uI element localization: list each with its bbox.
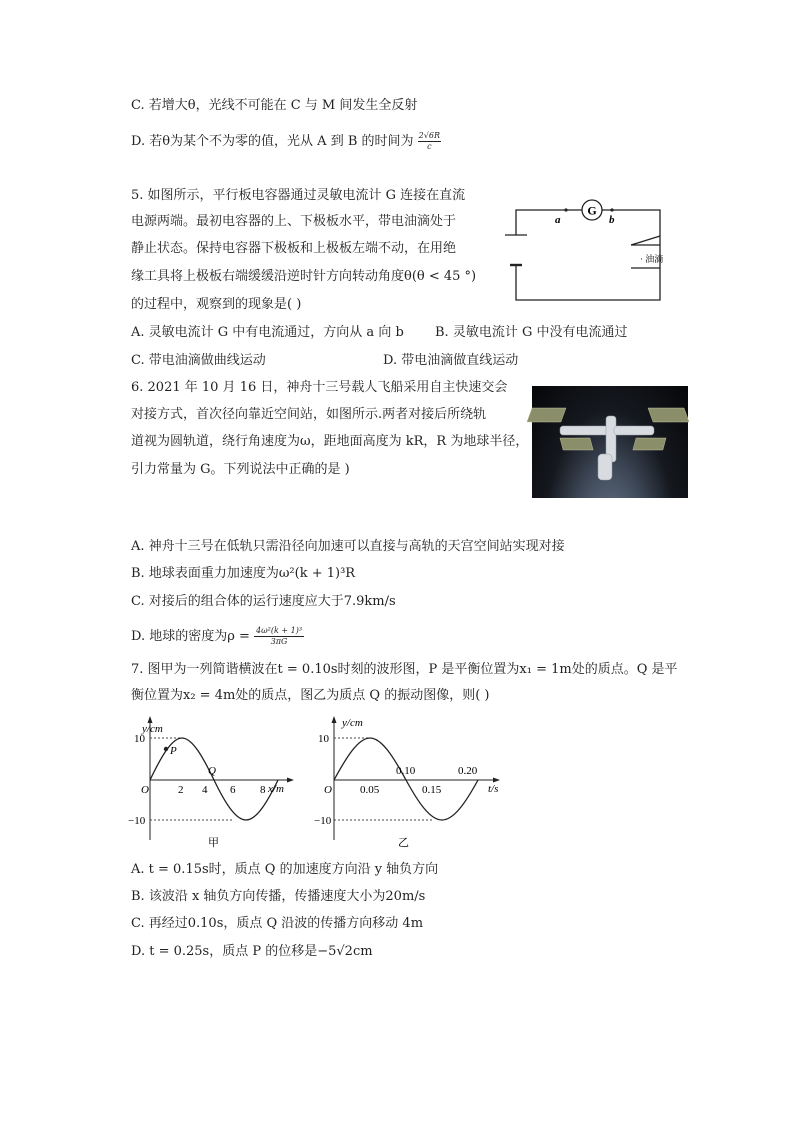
node-a-label: a — [555, 214, 561, 226]
q5-option-a: A. 灵敏电流计 G 中有电流通过，方向从 a 向 b — [131, 325, 404, 340]
q4-fraction-denominator: c — [427, 142, 432, 151]
graph1-xtick-6: 6 — [230, 784, 236, 796]
graph1-origin: O — [141, 784, 149, 796]
q6-stem-line-2: 对接方式，首次径向靠近空间站，如图所示.两者对接后所绕轨 — [131, 407, 487, 422]
graph2-origin: O — [324, 784, 332, 796]
oil-drop-label: · 油滴 — [640, 254, 664, 264]
q4-option-c: C. 若增大θ，光线不可能在 C 与 M 间发生全反射 — [131, 98, 418, 113]
q6-option-d — [131, 626, 304, 647]
q7-option-d: D. t = 0.25s，质点 P 的位移是−5√2cm — [131, 944, 373, 959]
vibration-graph-yi — [314, 712, 504, 852]
q5-stem-line-5: 的过程中，观察到的现象是( ) — [131, 297, 302, 312]
space-station-illustration — [532, 386, 688, 498]
point-p-label: P — [170, 745, 177, 757]
q6-option-c: C. 对接后的组合体的运行速度应大于7.9km/s — [131, 594, 396, 609]
q7-stem-line-1: 7. 图甲为一列简谐横波在t = 0.10s时刻的波形图，P 是平衡位置为x₁ = 1m处的质点。Q 是平 — [131, 662, 678, 677]
q4-option-d-text: D. 若θ为某个不为零的值，光从 A 到 B 的时间为 — [131, 134, 414, 149]
q6-stem-line-3: 道视为圆轨道，绕行角速度为ω，距地面高度为 kR，R 为地球半径， — [131, 434, 529, 449]
q5-option-b: B. 灵敏电流计 G 中没有电流通过 — [435, 325, 628, 340]
q6-stem-line-4: 引力常量为 G。下列说法中正确的是 ) — [131, 462, 350, 477]
graph1-xtick-4: 4 — [202, 784, 208, 796]
q6-fraction — [254, 626, 304, 647]
graph2-ylabel: y/cm — [342, 717, 363, 729]
node-b-label: b — [609, 214, 615, 226]
q6-option-d-text: D. 地球的密度为ρ = — [131, 629, 250, 644]
graph2-xtick-0.05: 0.05 — [360, 784, 380, 796]
q6-option-a: A. 神舟十三号在低轨只需沿径向加速可以直接与高轨的天宫空间站实现对接 — [131, 539, 565, 554]
graph1-xtick-8: 8 — [260, 784, 266, 796]
graph2-xlabel: t/s — [488, 783, 499, 795]
q5-option-c: C. 带电油滴做曲线运动 — [131, 353, 266, 368]
graph1-xlabel: x/m — [268, 783, 284, 795]
graph2-xtick-0.15: 0.15 — [422, 784, 442, 796]
graph2-y-bottom: −10 — [314, 815, 332, 827]
q6-fraction-numerator: 4ω²(k + 1)³ — [256, 626, 303, 635]
graph1-xtick-2: 2 — [178, 784, 184, 796]
q7-stem-line-2: 衡位置为x₂ = 4m处的质点，图乙为质点 Q 的振动图像，则( ) — [131, 688, 490, 703]
q5-circuit-diagram — [505, 190, 675, 308]
q6-option-b: B. 地球表面重力加速度为ω²(k + 1)³R — [131, 566, 356, 581]
q6-stem-line-1: 6. 2021 年 10 月 16 日，神舟十三号载人飞船采用自主快速交会 — [131, 380, 508, 395]
q5-option-d: D. 带电油滴做直线运动 — [383, 353, 519, 368]
graph1-ylabel: y/cm — [142, 723, 163, 735]
wave-graph-jia — [128, 712, 298, 852]
q4-fraction-numerator: 2√6R — [418, 131, 440, 140]
q7-option-a: A. t = 0.15s时，质点 Q 的加速度方向沿 y 轴负方向 — [131, 862, 439, 877]
q7-option-b: B. 该波沿 x 轴负方向传播，传播速度大小为20m/s — [131, 889, 426, 904]
q4-fraction — [418, 131, 441, 152]
q5-stem-line-2: 电源两端。最初电容器的上、下极板水平，带电油滴处于 — [131, 214, 457, 229]
q5-stem-line-4: 缘工具将上极板右端缓缓沿逆时针方向转动角度θ(θ < 45 °) — [131, 269, 477, 284]
point-q-label: Q — [208, 765, 216, 777]
graph1-caption: 甲 — [208, 837, 219, 849]
graph1-y-top: 10 — [134, 733, 145, 745]
q6-fraction-denominator: 3πG — [270, 637, 288, 646]
q5-stem-line-3: 静止状态。保持电容器下极板和上极板左端不动，在用绝 — [131, 241, 457, 256]
graph2-xtick-0.10: 0.10 — [396, 765, 416, 777]
q5-stem-line-1: 5. 如图所示，平行板电容器通过灵敏电流计 G 连接在直流 — [131, 188, 466, 203]
graph2-caption: 乙 — [398, 837, 409, 849]
galvanometer-label: G — [587, 203, 597, 218]
q7-option-c: C. 再经过0.10s，质点 Q 沿波的传播方向移动 4m — [131, 916, 424, 931]
q4-option-d — [131, 131, 441, 152]
graph2-y-top: 10 — [318, 733, 329, 745]
graph2-xtick-0.20: 0.20 — [458, 765, 478, 777]
graph1-y-bottom: −10 — [128, 815, 146, 827]
space-station-photo — [532, 386, 688, 498]
